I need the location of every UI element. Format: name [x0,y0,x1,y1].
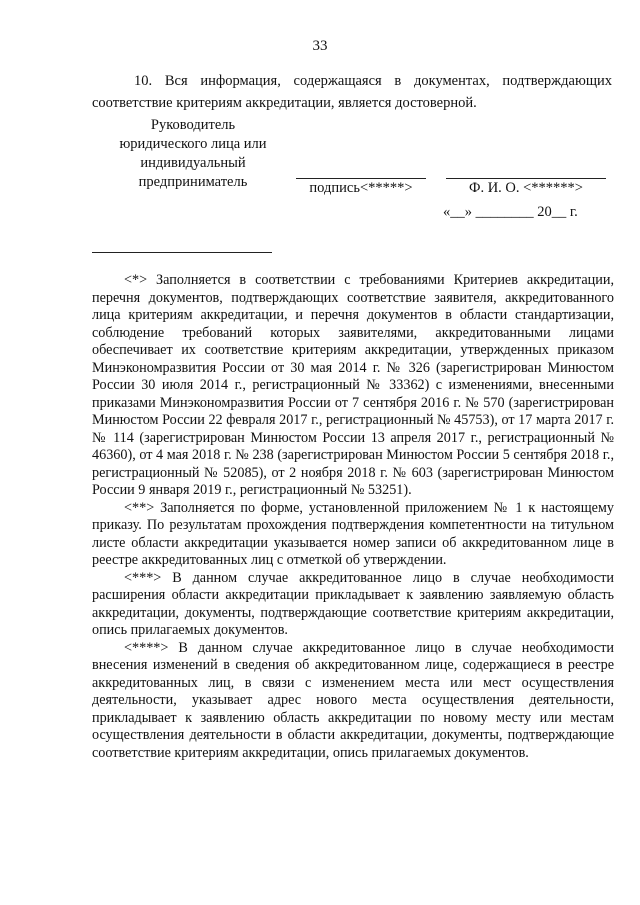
signatory-title-line-1: Руководитель [150,117,236,133]
page-number: 33 [312,38,328,54]
signatory-title-line-4: предприниматель [138,174,248,190]
fio-label: Ф. И. О. <******> [468,180,583,196]
signature-line [296,178,426,179]
footnote-4: <****> В данном случае аккредитованное лицо в случае необходимости внесения изменений в сведения об аккредитованном лице, содержащиеся в реестре аккредитованных лиц, в связи с изменением места или мест осуществления деятельности, указывает адрес нового места осуществления деятельности, прикладывает к заявлению область аккредитации по новому месту или местам осуществления деятельности в области аккредитации, документы, подтверждающие соответствие критериям аккредитации, опись прилагаемых документов. [92,639,614,761]
signature-label: подпись<*****> [309,180,413,196]
footnote-3: <***> В данном случае аккредитованное лицо в случае необходимости расширения области аккредитации прикладывает к заявлению заявляемую область аккредитации, документы, подтверждающие соответствие критериям аккредитации, опись прилагаемых документов. [92,569,614,638]
signatory-title-line-3: индивидуальный [140,155,246,171]
footnote-divider [92,252,272,253]
item-10-paragraph: 10. Вся информация, содержащаяся в документах, подтверждающих соответствие критериям аккредитации, является достоверной. [92,73,612,111]
footnotes [92,272,614,762]
fio-line [446,178,606,179]
signatory-title [108,116,278,192]
date-line: «__» ________ 20__ г. [443,204,578,220]
signatory-title-line-2: юридического лица или [119,136,267,152]
footnote-1: <*> Заполняется в соответствии с требованиями Критериев аккредитации, перечня документов, подтверждающих соответствие заявителя, аккредитованного лица критериям аккредитации, и перечня документов в области стандартизации, соблюдение требований которых заявителями, аккредитованными лицами обеспечивает их соответствие критериям аккредитации, утвержденных приказом Минэкономразвития России от 30 мая 2014 г. № 326 (зарегистрирован Минюстом России 30 июля 2014 г., регистрационный № 33362) с изменениями, внесенными приказами Минэкономразвития России от 7 сентября 2016 г. № 570 (зарегистрирован Минюстом России 22 февраля 2017 г., регистрационный № 45753), от 17 марта 2017 г. № 114 (зарегистрирован Минюстом России 13 апреля 2017 г., регистрационный № 46360), от 4 мая 2018 г. № 238 (зарегистрирован Минюстом России 5 сентября 2018 г., регистрационный № 52085), от 2 ноября 2018 г. № 603 (зарегистрирован Минюстом России 9 января 2019 г., регистрационный № 53251). [92,272,614,498]
footnote-2: <**> Заполняется по форме, установленной приложением № 1 к настоящему приказу. По результатам прохождения подтверждения компетентности на титульном листе области аккредитации указывается номер записи об аккредитованном лице в реестре аккредитованных лиц с отметкой об утверждении. [92,499,614,568]
